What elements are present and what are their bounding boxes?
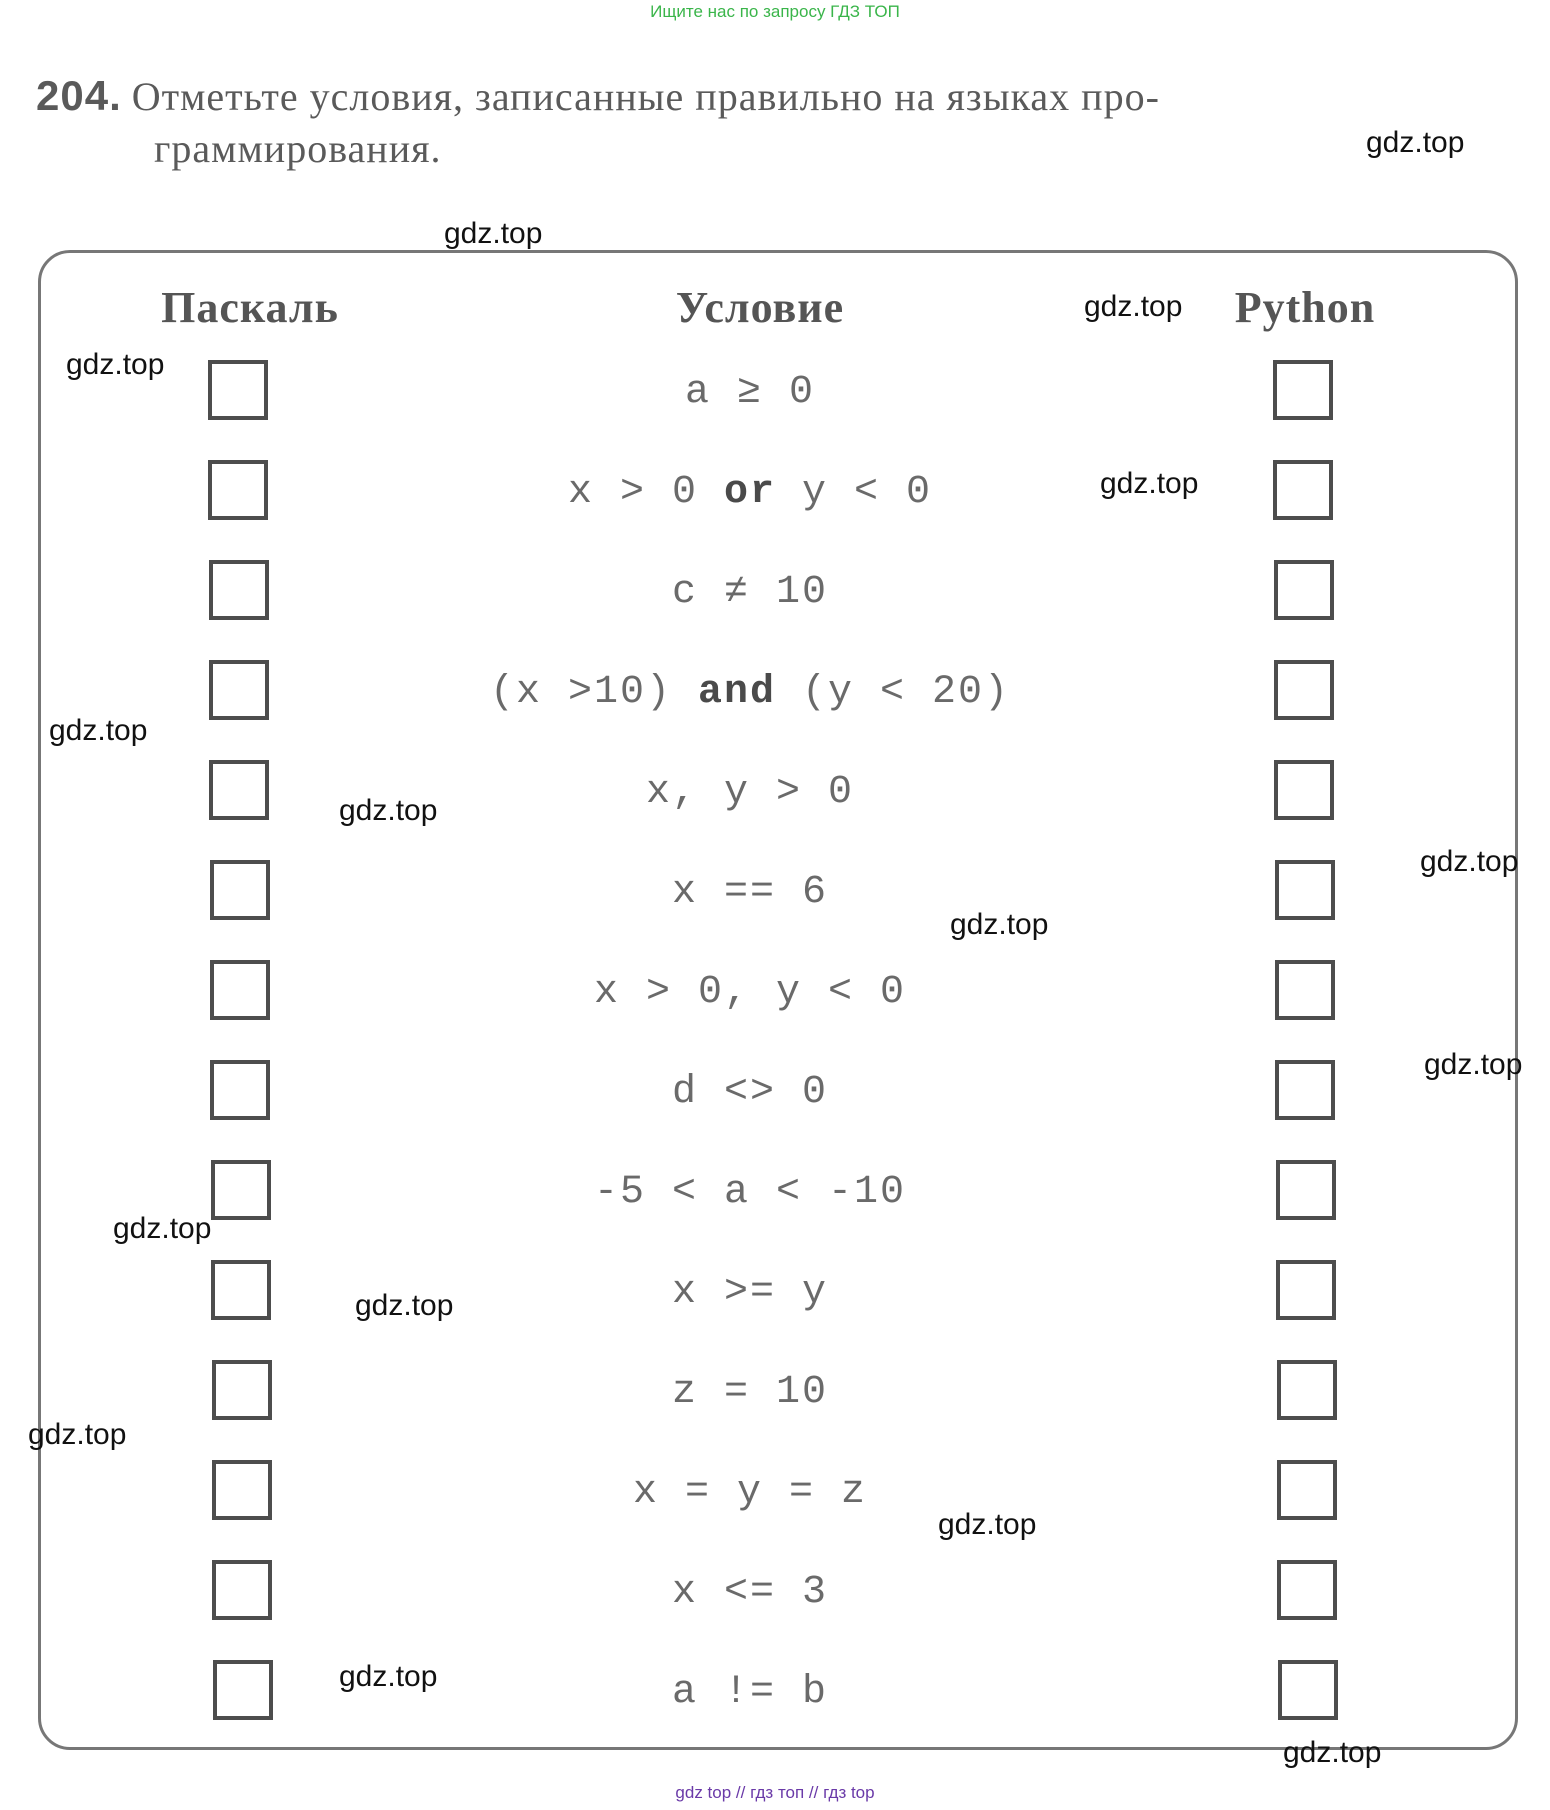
watermark: gdz.top (1366, 126, 1465, 159)
condition-part: (x >10) (489, 670, 698, 715)
condition-text (450, 1270, 1050, 1315)
condition-text (450, 570, 1050, 615)
watermark: gdz.top (66, 348, 165, 381)
python-checkbox[interactable] (1275, 1060, 1335, 1120)
python-checkbox[interactable] (1278, 1660, 1338, 1720)
condition-keyword: or (723, 470, 776, 515)
task-text-line2: граммирования. (154, 126, 442, 171)
pascal-checkbox[interactable] (211, 1260, 271, 1320)
pascal-checkbox[interactable] (210, 1060, 270, 1120)
python-checkbox[interactable] (1277, 1360, 1337, 1420)
python-checkbox[interactable] (1274, 760, 1334, 820)
python-checkbox[interactable] (1273, 360, 1333, 420)
condition-part: z = 10 (671, 1370, 829, 1415)
pascal-checkbox[interactable] (213, 1660, 273, 1720)
task-text-line1: Отметьте условия, записанные правильно на языках про- (131, 74, 1160, 119)
watermark: gdz.top (1084, 290, 1183, 323)
watermark: gdz.top (1100, 467, 1199, 500)
pascal-checkbox[interactable] (208, 360, 268, 420)
header-python: Python (1234, 283, 1376, 332)
bottom-banner: gdz top // гдз топ // гдз top (675, 1783, 875, 1802)
watermark: gdz.top (950, 908, 1049, 941)
header-condition: Условие (675, 283, 845, 332)
header-pascal: Паскаль (161, 283, 339, 332)
condition-part: x >= y (671, 1270, 829, 1315)
condition-part: d <> 0 (671, 1070, 829, 1115)
condition-part: a ≥ 0 (684, 370, 816, 415)
condition-text (450, 370, 1050, 415)
condition-part: c ≠ 10 (671, 570, 829, 615)
python-checkbox[interactable] (1274, 560, 1334, 620)
pascal-checkbox[interactable] (209, 760, 269, 820)
condition-part: a != b (671, 1670, 829, 1715)
pascal-checkbox[interactable] (212, 1360, 272, 1420)
condition-text (450, 1670, 1050, 1715)
watermark: gdz.top (1424, 1048, 1523, 1081)
pascal-checkbox[interactable] (209, 660, 269, 720)
condition-text (450, 770, 1050, 815)
python-checkbox[interactable] (1274, 660, 1334, 720)
watermark: gdz.top (1283, 1736, 1382, 1769)
pascal-checkbox[interactable] (210, 860, 270, 920)
pascal-checkbox[interactable] (209, 560, 269, 620)
condition-keyword: and (697, 670, 776, 715)
pascal-checkbox[interactable] (211, 1160, 271, 1220)
watermark: gdz.top (938, 1508, 1037, 1541)
watermark: gdz.top (113, 1212, 212, 1245)
watermark: gdz.top (339, 794, 438, 827)
watermark: gdz.top (1420, 845, 1519, 878)
watermark: gdz.top (49, 714, 148, 747)
python-checkbox[interactable] (1276, 1260, 1336, 1320)
watermark: gdz.top (339, 1660, 438, 1693)
condition-text (450, 1370, 1050, 1415)
condition-part: -5 < a < -10 (593, 1170, 907, 1215)
pascal-checkbox[interactable] (212, 1460, 272, 1520)
python-checkbox[interactable] (1275, 860, 1335, 920)
task-number: 204. (36, 72, 122, 119)
condition-text (450, 670, 1050, 715)
condition-part: x <= 3 (671, 1570, 829, 1615)
condition-part: y < 0 (776, 470, 933, 515)
python-checkbox[interactable] (1277, 1560, 1337, 1620)
python-checkbox[interactable] (1277, 1460, 1337, 1520)
watermark: gdz.top (28, 1418, 127, 1451)
condition-text (450, 1570, 1050, 1615)
condition-text (450, 470, 1050, 515)
condition-part: x > 0 (567, 470, 724, 515)
watermark: gdz.top (355, 1289, 454, 1322)
python-checkbox[interactable] (1273, 460, 1333, 520)
condition-part: x, y > 0 (645, 770, 855, 815)
condition-part: x == 6 (671, 870, 829, 915)
condition-part: x = y = z (632, 1470, 868, 1515)
watermark: gdz.top (444, 217, 543, 250)
condition-part: x > 0, y < 0 (593, 970, 907, 1015)
pascal-checkbox[interactable] (212, 1560, 272, 1620)
python-checkbox[interactable] (1276, 1160, 1336, 1220)
pascal-checkbox[interactable] (208, 460, 268, 520)
task-header (36, 70, 1516, 175)
python-checkbox[interactable] (1275, 960, 1335, 1020)
condition-text (450, 1070, 1050, 1115)
pascal-checkbox[interactable] (210, 960, 270, 1020)
condition-text (450, 1170, 1050, 1215)
top-banner: Ищите нас по запросу ГДЗ ТОП (650, 2, 900, 21)
condition-part: (y < 20) (776, 670, 1011, 715)
condition-text (450, 970, 1050, 1015)
